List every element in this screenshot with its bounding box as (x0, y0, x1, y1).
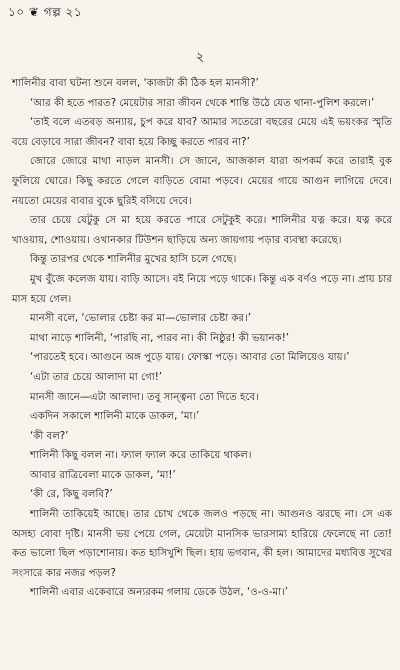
paragraph: শালিনী তাকিয়েই আছে। তার চোখ থেকে জলও পড়ছে না। আগুনও ঝরছে না। সে এক অসহ্য বোবা দৃষ্টি। মানসী ভয় পেয়ে গেল, মেয়েটা মানসিক ভারসাম্য হারিয়ে ফেলেছে না তো! কত ভালো ছিল পড়াশোনায়। কত হাসিখুশি ছিল। হায় ভগবান, কী হল। আমাদের মধ্যবিত্ত সুখের সংসারে কার নজর পড়ল? (12, 509, 392, 579)
paragraph: কিন্তু তারপর থেকে শালিনীর মুখের হাসি চলে গেছে। (30, 254, 237, 266)
paragraph: শালিনী এবার একেবারে অন্যরকম গলায় ডেকে উঠল, ‘ও-ও-মা।’ (30, 587, 289, 599)
paragraph: ‘কী বল?’ (30, 430, 69, 442)
paragraph: তার চেয়ে যেটুকু সে মা হয়ে করতে পারে সেটুকুই করে। শালিনীর যত্ন করে। যত্ন করে খাওয়ায়, শোওয়ায়। ওখানকার টিউশন ছাড়িয়ে অন্য জায়গায় পড়ার ব্যবস্থা করেছে। (12, 215, 392, 246)
story-body (12, 74, 392, 603)
paragraph: আবার রাত্রিবেলা মাকে ডাকল, ‘মা!’ (30, 469, 176, 481)
paragraph: ‘আর কী হতে পারত? মেয়েটার সারা জীবন থেকে শান্তি উঠে যেত থানা-পুলিশ করলে।’ (30, 97, 375, 109)
paragraph: শালিনীর বাবা ঘটনা শুনে বলল, ‘কাজটা কী ঠিক হল মানসী?’ (12, 78, 259, 89)
running-header: ১০ ❦ গল্প ২১ (8, 5, 83, 19)
chapter-number: ২ (195, 50, 205, 65)
paragraph: মাথা নাড়ে শালিনী, ‘পারছি না, পারব না। কী নিষ্ঠুর! কী ভয়ানক!’ (30, 332, 290, 344)
paragraph: জোরে জোরে মাথা নাড়ল মানসী। সে জানে, আজকাল যারা অপকর্ম করে তারাই বুক ফুলিয়ে ঘোরে। কিছু করতে গেলে বাড়িতে বোমা পড়বে। মেয়ের গায়ে আগুন লাগিয়ে দেবে। নয়তো মেয়ের বাবার বুকে ছুরিই বসিয়ে দেবে। (12, 156, 392, 207)
paragraph: শালিনী কিছু বলল না। ফ্যাল ফ্যাল করে তাকিয়ে থাকল। (30, 450, 252, 462)
paragraph: ‘তাই বলে এতবড় অন্যায়, চুপ করে যাব? আমার সতেরো বছরের মেয়ে এই ভয়ংকর স্মৃতি বয়ে বেড়াবে সারা জীবন? বাবা হয়ে কিচ্ছু করতে পারব না?’ (12, 117, 392, 148)
paragraph: মুখ বুঁজে কলেজ যায়। বাড়ি আসে। বই নিয়ে পড়ে থাকে। কিন্তু এক বর্ণও পড়ে না। প্রায় চার মাস হয়ে গেল। (12, 273, 392, 305)
paragraph: ‘পারতেই হবে। আগুনে অঙ্গ পুড়ে যায়। ফোস্কা পড়ে। আবার তো মিলিয়েও যায়।’ (30, 352, 350, 364)
paragraph: মানসী বলে, ‘ভোলার চেষ্টা কর মা—ভোলার চেষ্টা কর।’ (30, 313, 252, 325)
paragraph: একদিন সকালে শালিনী মাকে ডাকল, ‘মা।’ (30, 411, 200, 423)
paragraph: মানসী জানে—এটা আলাদা। তবু সান্ত্বনা তো দিতে হবে। (30, 391, 259, 403)
paragraph: ‘এটা তার চেয়ে আলাদা মা গো!’ (30, 371, 163, 383)
paragraph: ‘কী রে, কিছু বলবি?’ (30, 489, 113, 501)
